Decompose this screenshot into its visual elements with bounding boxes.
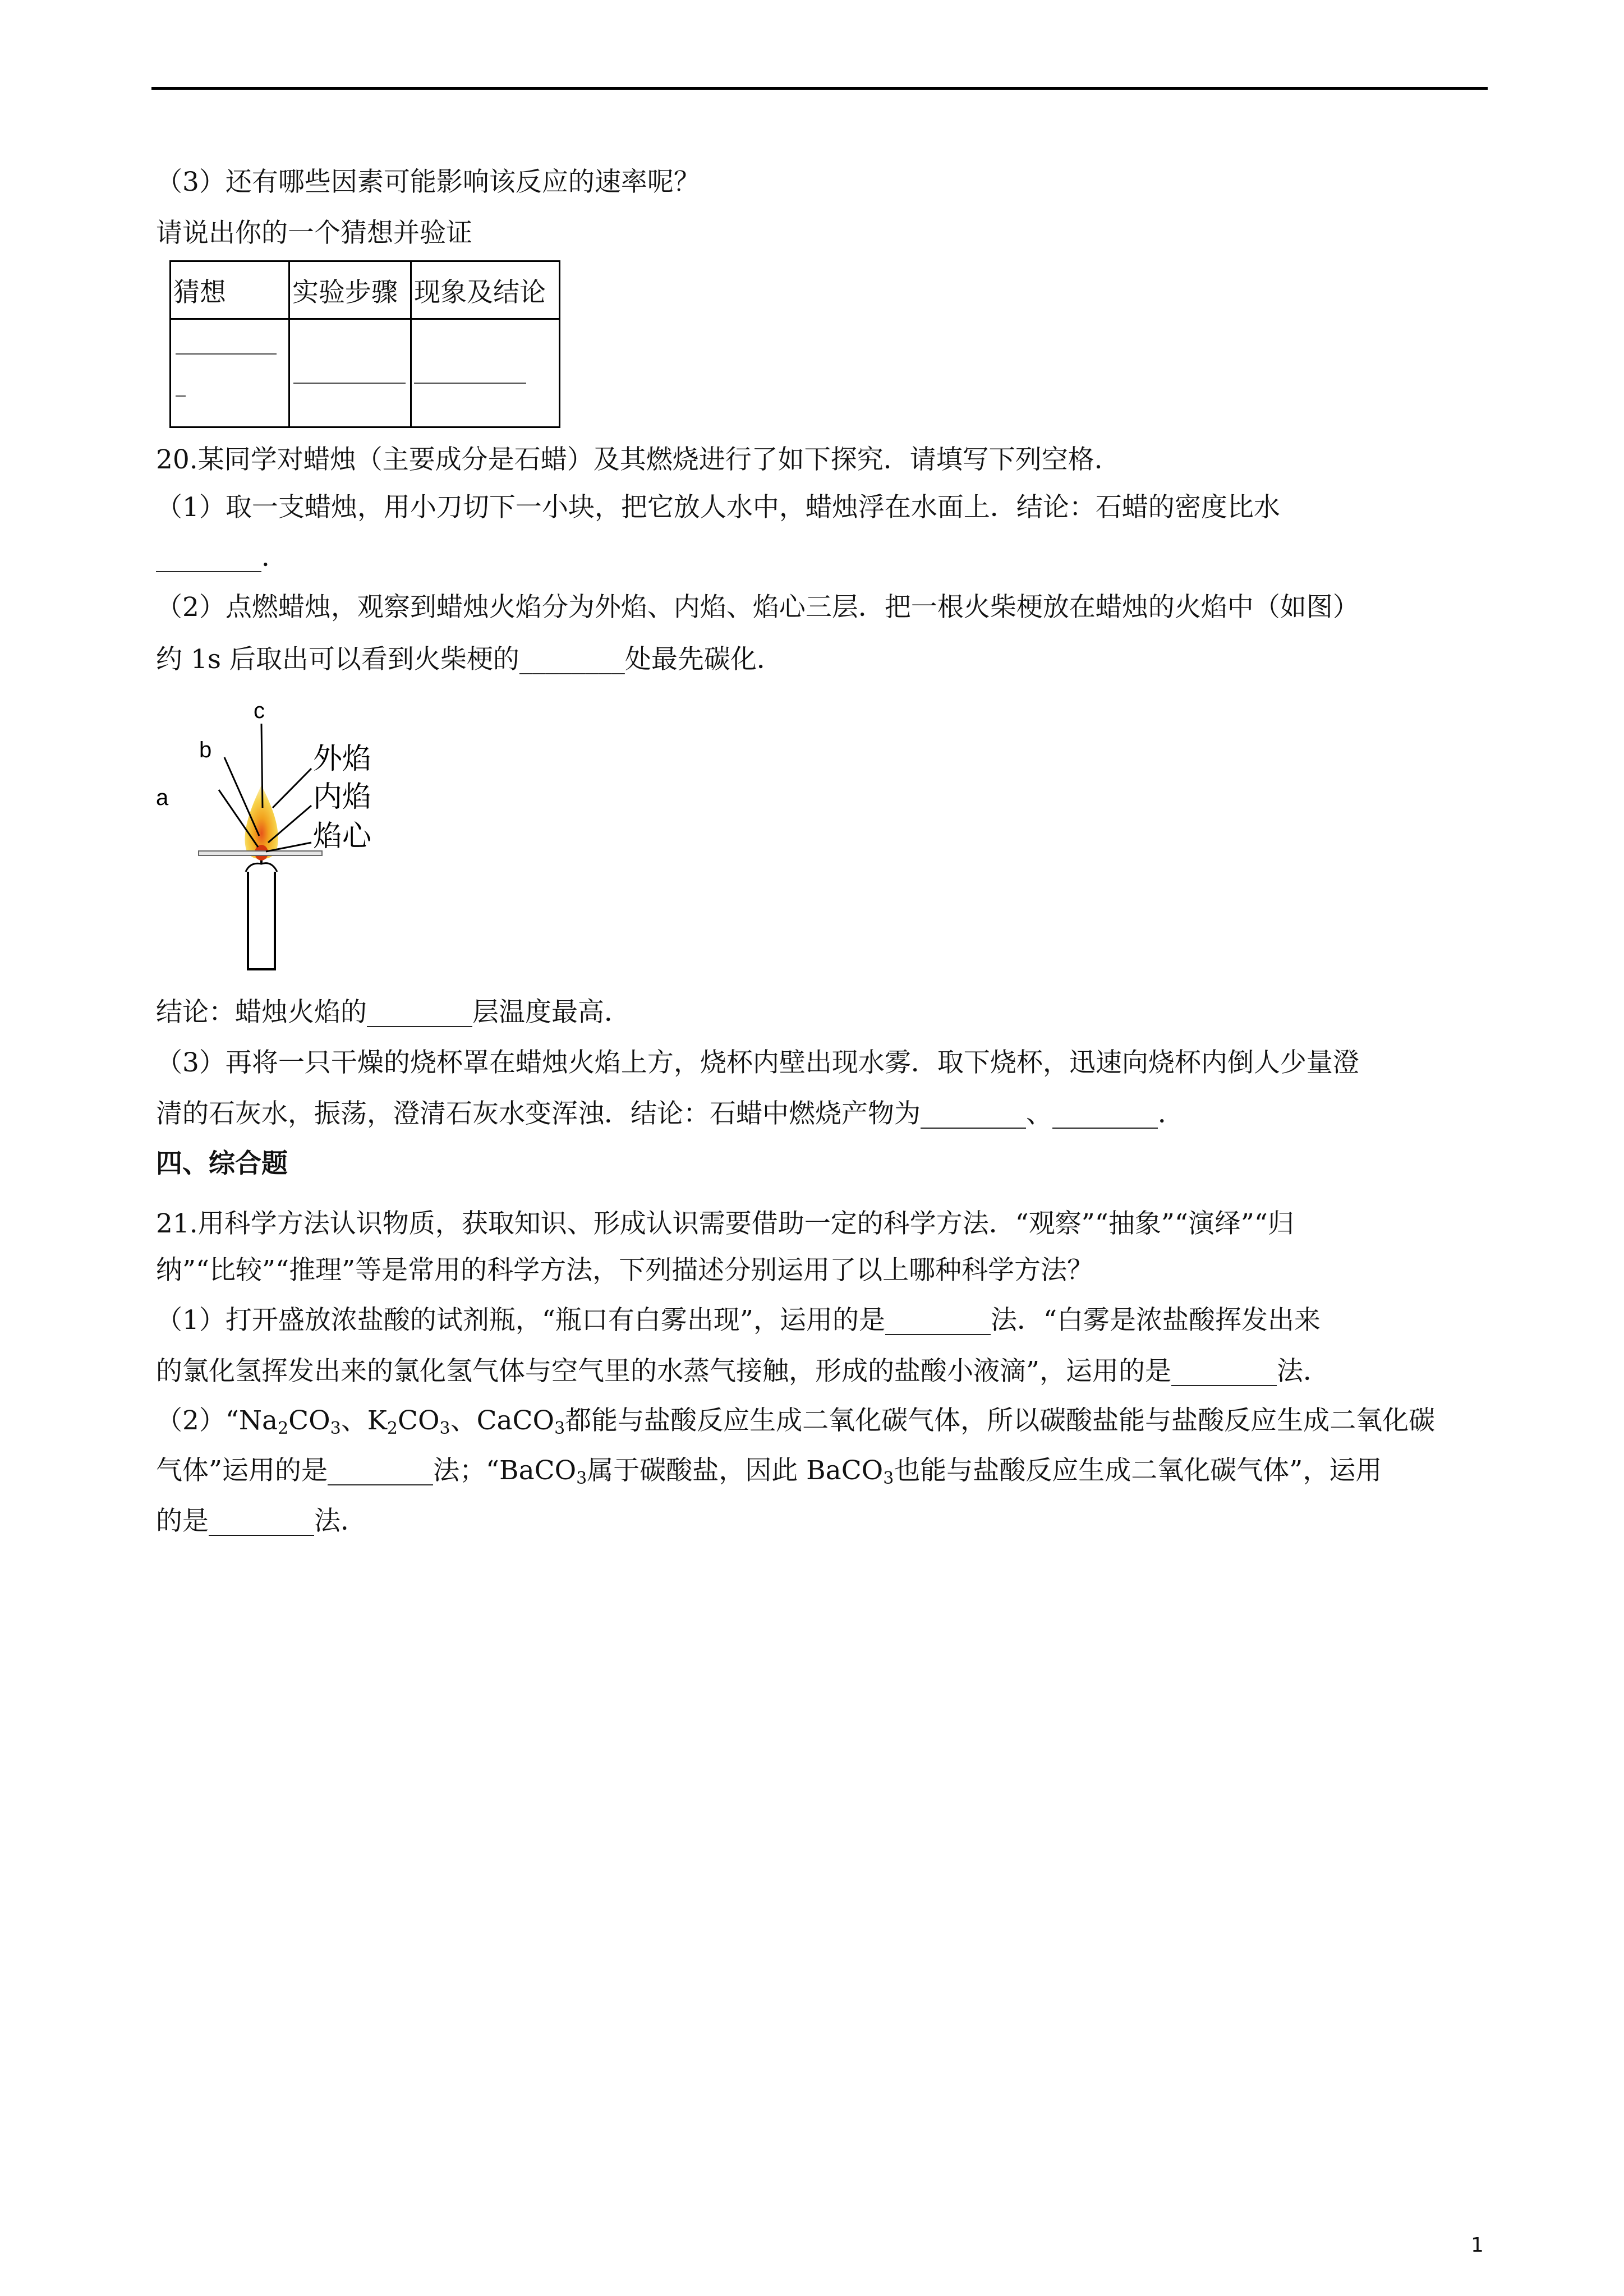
q20-part1-line1: （1）取一支蜡烛，用小刀切下一小块，把它放人水中，蜡烛浮在水面上．结论：石蜡的密度比水 <box>156 492 1280 523</box>
label-c: c <box>254 698 265 723</box>
text-run: CO <box>288 1405 330 1436</box>
q21-line1: 21.用科学方法认识物质，获取知识、形成认识需要借助一定的科学方法．“观察”“抽象”“演绎”“归 <box>156 1208 1294 1239</box>
table-header-cell: 现象及结论 <box>411 261 560 319</box>
q20-intro: 20.某同学对蜡烛（主要成分是石蜡）及其燃烧进行了如下探究．请填写下列空格． <box>156 444 1121 475</box>
label-outer-flame: 外焰 <box>313 742 372 776</box>
match-stick <box>199 851 322 855</box>
q21-line5 <box>156 1404 1435 1438</box>
table-cell-guess[interactable] <box>171 319 289 427</box>
label-b: b <box>199 738 212 762</box>
subscript: 3 <box>330 1419 341 1438</box>
q20-part3-line1: （3）再将一只干燥的烧杯罩在蜡烛火焰上方，烧杯内壁出现水雾．取下烧杯，迅速向烧杯内倒人少量澄 <box>156 1047 1359 1078</box>
label-inner-flame: 内焰 <box>313 780 372 814</box>
q21-line6 <box>156 1454 1382 1488</box>
page-number: 1 <box>1471 2234 1484 2257</box>
text-run: 属于碳酸盐，因此 BaCO <box>587 1455 884 1486</box>
text-run: 也能与盐酸反应生成二氧化碳气体”，运用 <box>894 1455 1382 1486</box>
candle-body <box>248 869 275 969</box>
table-cell-steps[interactable] <box>289 319 411 427</box>
answer-blank <box>176 353 277 355</box>
q20-part2-line2: 约 1s 后取出可以看到火柴梗的________处最先碳化． <box>156 644 783 675</box>
section-heading: 四、综合题 <box>156 1148 288 1179</box>
text-run: 、K <box>341 1405 387 1436</box>
q21-line3: （1）打开盛放浓盐酸的试剂瓶，“瓶口有白雾出现”，运用的是________法．“白雾是浓盐酸挥发出来 <box>156 1305 1321 1336</box>
q21-line2: 纳”“比较”“推理”等是常用的科学方法，下列描述分别运用了以上哪种科学方法？ <box>156 1255 1094 1286</box>
subscript: 2 <box>387 1419 398 1438</box>
q20-part1-line2: ________． <box>156 542 288 573</box>
subscript: 2 <box>278 1419 289 1438</box>
candle-flame-figure <box>151 696 387 970</box>
text-run: （2）“Na <box>156 1405 278 1436</box>
q19-part3-text: （3）还有哪些因素可能影响该反应的速率呢？ <box>156 167 700 197</box>
q20-part2-line1: （2）点燃蜡烛，观察到蜡烛火焰分为外焰、内焰、焰心三层．把一根火柴梗放在蜡烛的火焰中（如图） <box>156 592 1359 623</box>
header-rule <box>151 87 1488 90</box>
q21-line7: 的是________法． <box>156 1506 367 1536</box>
subscript: 3 <box>883 1469 894 1488</box>
answer-blank <box>293 383 406 384</box>
subscript: 3 <box>554 1419 565 1438</box>
candle-wax-drip <box>246 863 277 872</box>
subscript: 3 <box>439 1419 450 1438</box>
guess-table <box>169 260 560 428</box>
pointer-outer <box>273 769 311 808</box>
subscript: 3 <box>576 1469 587 1488</box>
table-row <box>171 319 560 427</box>
text-run: 气体”运用的是________法；“BaCO <box>156 1455 577 1486</box>
table-header-cell: 实验步骤 <box>289 261 411 319</box>
label-flame-core: 焰心 <box>313 820 372 853</box>
table-header-row <box>171 261 560 319</box>
text-run: CO <box>397 1405 440 1436</box>
label-a: a <box>156 785 169 810</box>
q19-instruction: 请说出你的一个猜想并验证 <box>156 218 472 249</box>
pointer-c <box>261 724 263 808</box>
q21-line4: 的氯化氢挥发出来的氯化氢气体与空气里的水蒸气接触，形成的盐酸小液滴”，运用的是________法． <box>156 1356 1330 1387</box>
q20-conclusion: 结论：蜡烛火焰的________层温度最高． <box>156 997 631 1028</box>
answer-blank <box>414 383 526 384</box>
answer-blank <box>176 395 186 397</box>
table-cell-result[interactable] <box>411 319 560 427</box>
text-run: 都能与盐酸反应生成二氧化碳气体，所以碳酸盐能与盐酸反应生成二氧化碳 <box>565 1405 1436 1436</box>
q20-part3-line2: 清的石灰水，振荡，澄清石灰水变浑浊．结论：石蜡中燃烧产物为________、________． <box>156 1098 1184 1129</box>
text-run: 、CaCO <box>450 1405 555 1436</box>
table-header-cell: 猜想 <box>171 261 289 319</box>
